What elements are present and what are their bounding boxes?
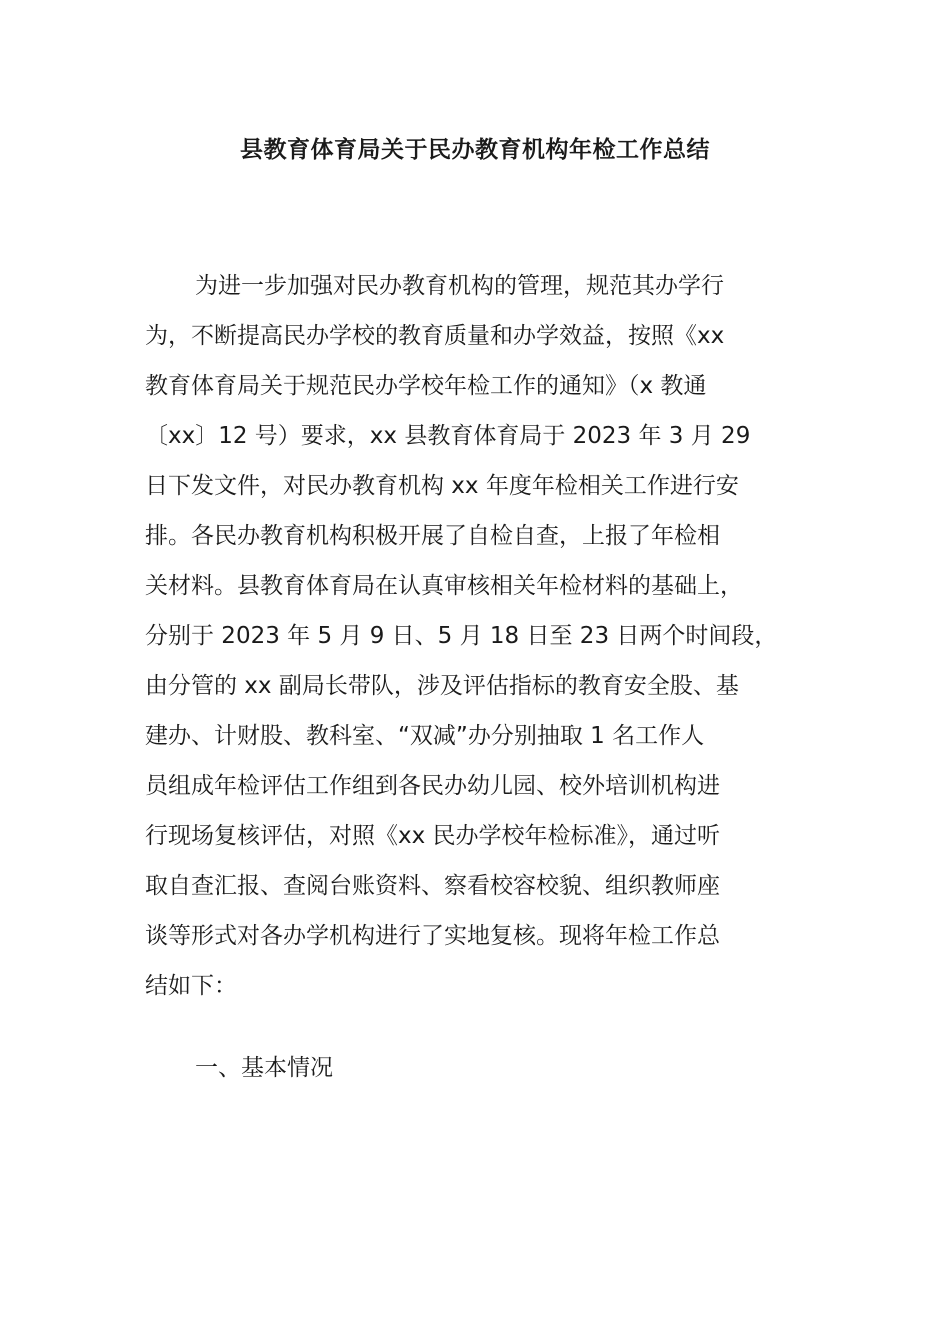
paragraph-line: 为，不断提高民办学校的教育质量和办学效益，按照《xx (145, 323, 725, 349)
paragraph-line: 日下发文件，对民办教育机构 xx 年度年检相关工作进行安 (145, 473, 739, 499)
paragraph-line: 为进一步加强对民办教育机构的管理，规范其办学行 (195, 273, 724, 299)
paragraph-line: 〔xx〕12 号）要求，xx 县教育体育局于 2023 年 3 月 29 (145, 423, 751, 449)
paragraph-line: 由分管的 xx 副局长带队，涉及评估指标的教育安全股、基 (145, 673, 739, 699)
paragraph-line: 取自查汇报、查阅台账资料、察看校容校貌、组织教师座 (145, 873, 720, 899)
paragraph-line: 分别于 2023 年 5 月 9 日、5 月 18 日至 23 日两个时间段， (145, 623, 778, 649)
paragraph-line: 谈等形式对各办学机构进行了实地复核。现将年检工作总 (145, 923, 720, 949)
paragraph-line: 行现场复核评估，对照《xx 民办学校年检标准》，通过听 (145, 823, 721, 849)
paragraph-line: 员组成年检评估工作组到各民办幼儿园、校外培训机构进 (145, 773, 720, 799)
paragraph-line: 教育体育局关于规范民办学校年检工作的通知》（x 教通 (145, 373, 707, 399)
section-heading: 一、基本情况 (195, 1055, 333, 1081)
paragraph-line: 排。各民办教育机构积极开展了自检自查，上报了年检相 (145, 523, 720, 549)
paragraph-line: 建办、计财股、教科室、“双减”办分别抽取 1 名工作人 (145, 723, 705, 749)
paragraph-line: 关材料。县教育体育局在认真审核相关年检材料的基础上， (145, 573, 743, 599)
paragraph-line: 结如下： (145, 973, 237, 999)
document-title: 县教育体育局关于民办教育机构年检工作总结 (240, 137, 710, 163)
